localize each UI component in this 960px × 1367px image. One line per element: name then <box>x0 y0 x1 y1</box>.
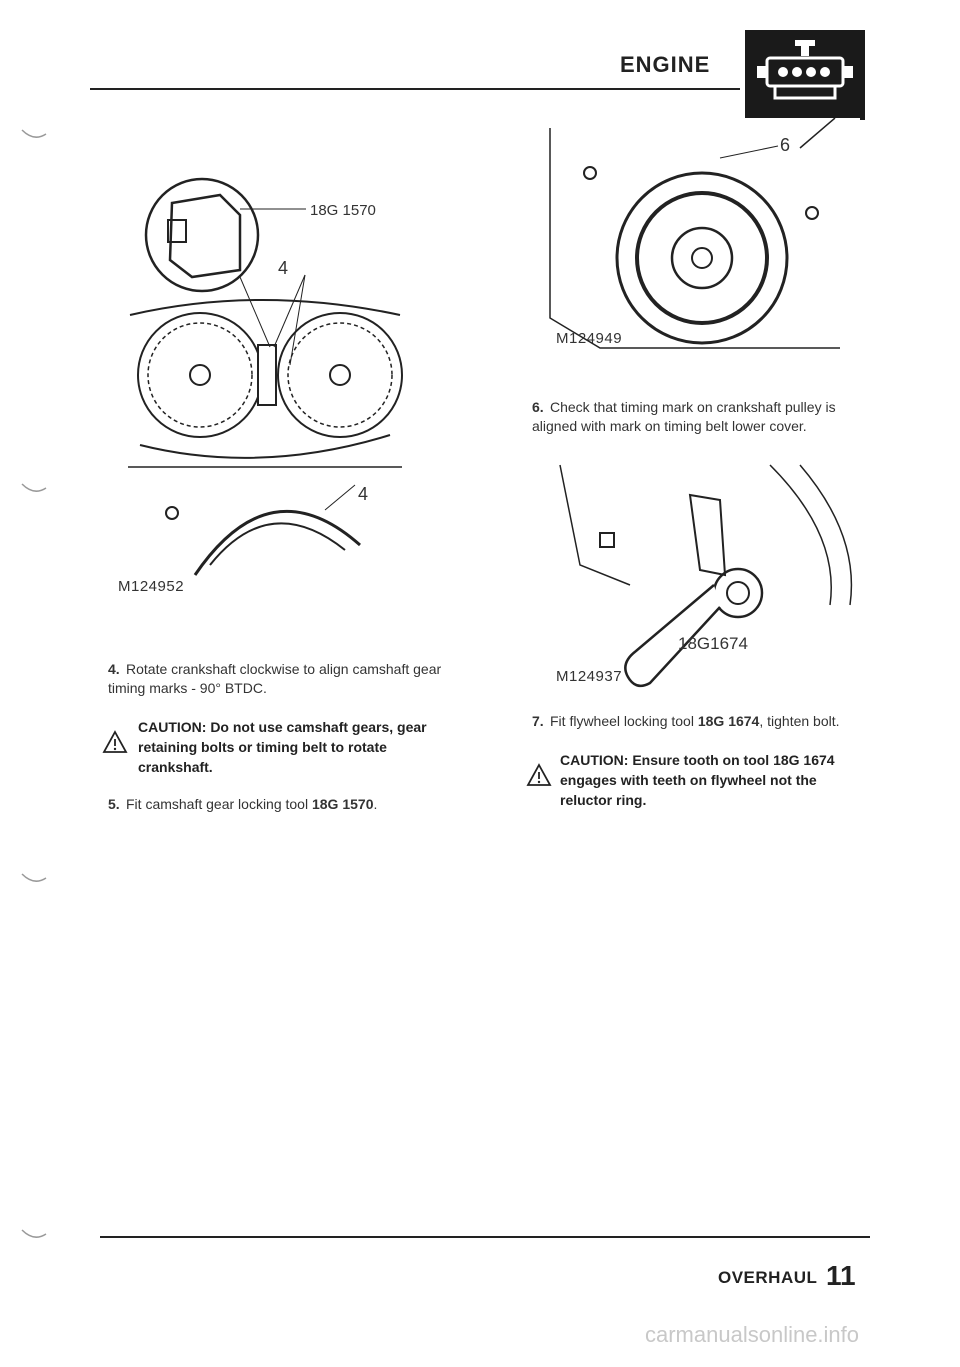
step-number: 7. <box>532 713 544 729</box>
margin-mark <box>20 872 48 886</box>
page-number: 11 <box>826 1260 856 1291</box>
step-text-end: . <box>373 796 378 812</box>
figure-id: M124952 <box>118 578 185 595</box>
step-text: Rotate crankshaft clockwise to align camshaft gear timing marks - 90° BTDC. <box>108 661 442 696</box>
tool-number: 18G 1674 <box>697 713 760 729</box>
header-rule <box>90 88 740 90</box>
caution-text: CAUTION: Do not use camshaft gears, gear retaining bolts or timing belt to rotate crankshaft. <box>138 719 427 775</box>
callout-number: 4 <box>358 484 369 504</box>
step-6 <box>532 398 872 436</box>
step-number: 5. <box>108 796 120 812</box>
step-7 <box>532 712 882 731</box>
section-title: ENGINE <box>620 52 711 77</box>
step-text: Fit flywheel locking tool <box>550 713 698 729</box>
step-number: 6. <box>532 399 544 415</box>
figure-id: M124937 <box>556 668 623 685</box>
tool-number: 18G 1570 <box>311 796 374 812</box>
watermark: carmanualsonline.info <box>645 1322 860 1347</box>
margin-mark <box>20 482 48 496</box>
step-5 <box>108 795 448 814</box>
step-4 <box>108 660 448 698</box>
margin-mark <box>20 1228 48 1242</box>
figure-camshaft-gears <box>100 165 420 605</box>
step-text: Check that timing mark on crankshaft pulley is aligned with mark on timing belt lower cover. <box>532 399 836 434</box>
figure-crankshaft-pulley <box>540 118 860 358</box>
callout-number: 6 <box>780 135 791 155</box>
footer-section: OVERHAUL <box>718 1268 818 1287</box>
figure-flywheel-tool <box>540 455 860 695</box>
engine-icon <box>745 30 865 120</box>
margin-mark <box>20 128 48 142</box>
step-text: Fit camshaft gear locking tool <box>126 796 312 812</box>
callout-number: 4 <box>278 258 289 278</box>
footer-rule <box>100 1236 870 1238</box>
step-number: 4. <box>108 661 120 677</box>
tool-label: 18G1674 <box>678 634 748 653</box>
caution-text: CAUTION: Ensure tooth on tool 18G 1674 engages with teeth on flywheel not the reluctor ring. <box>560 752 835 808</box>
figure-id: M124949 <box>556 330 623 347</box>
caution-icon <box>102 730 128 754</box>
caution-icon <box>526 763 552 787</box>
step-text-end: , tighten bolt. <box>759 713 840 729</box>
tool-label: 18G 1570 <box>310 202 376 219</box>
